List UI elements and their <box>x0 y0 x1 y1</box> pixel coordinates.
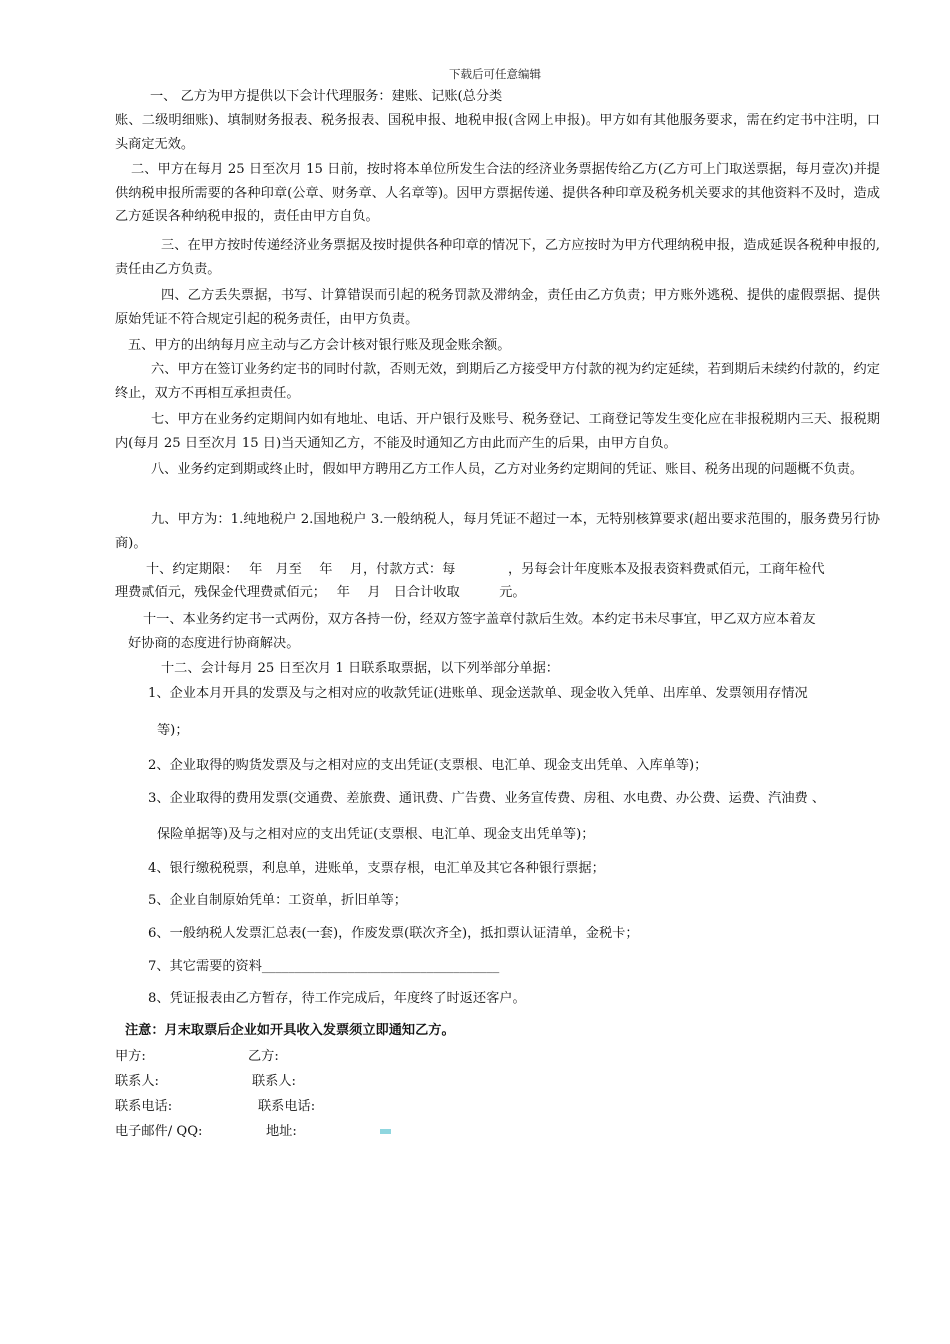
clause-5: 五、甲方的出纳每月应主动与乙方会计核对银行账及现金账余额。 <box>128 338 511 353</box>
contact-b-label: 联系人: <box>252 1074 297 1089</box>
clause-10-line-2: 理费贰佰元，残保金代理费贰佰元； 年 月 日合计收取 元。 <box>115 585 526 600</box>
contact-a-label: 联系人: <box>115 1074 160 1089</box>
clause-7: 七、甲方在业务约定期间内如有地址、电话、开户银行及账号、税务登记、工商登记等发生变化应在非报税期内三天、报税期内(每月 25 日至次月 15 日)当天通知乙方，不能及时通知乙方由此而产生的后果，由甲方自负。 <box>115 412 880 451</box>
clause-9: 九、甲方为：1.纯地税户 2.国地税户 3.一般纳税人，每月凭证不超过一本，无特别核算要求(超出要求范围的，服务费另行协商)。 <box>115 512 880 551</box>
item-3-line-2: 保险单据等)及与之相对应的支出凭证(支票根、电汇单、现金支出凭单等)； <box>157 827 595 842</box>
item-3-line-1: 3、企业取得的费用发票(交通费、差旅费、通讯费、广告费、业务宣传费、房租、水电费、办公费、运费、汽油费 、 <box>148 791 826 806</box>
item-4: 4、银行缴税税票，利息单，进账单，支票存根，电汇单及其它各种银行票据； <box>148 861 605 876</box>
party-b-label: 乙方: <box>248 1049 279 1064</box>
clause-3: 三、在甲方按时传递经济业务票据及按时提供各种印章的情况下，乙方应按时为甲方代理纳税申报，造成延误各税种申报的, 责任由乙方负责。 <box>115 238 880 277</box>
clause-4: 四、乙方丢失票据，书写、计算错误而引起的税务罚款及滞纳金，责任由乙方负责；甲方账外逃税、提供的虚假票据、提供原始凭证不符合规定引起的税务责任，由甲方负责。 <box>115 288 880 327</box>
clause-12: 十二、会计每月 25 日至次月 1 日联系取票据，以下列举部分单据： <box>161 661 559 676</box>
clause-1-line-1: 一、 乙方为甲方提供以下会计代理服务：建账、记账(总分类 <box>150 89 503 104</box>
clause-10-line-1: 十、约定期限： 年 月至 年 月，付款方式：每 ，另每会计年度账本及报表资料费贰佰元，工商年检代 <box>146 562 825 577</box>
item-1-line-1: 1、企业本月开具的发票及与之相对应的收款凭证(进账单、现金送款单、现金收入凭单、出库单、发票领用存情况 <box>148 686 808 701</box>
clause-1-line-2: 账、二级明细账)、填制财务报表、税务报表、国税申报、地税申报(含网上申报)。甲方如有其他服务要求，需在约定书中注明，口头商定无效。 <box>115 113 880 152</box>
clause-2: 二、甲方在每月 25 日至次月 15 日前，按时将本单位所发生合法的经济业务票据传给乙方(乙方可上门取送票据，每月壹次)并提供纳税申报所需要的各种印章(公章、财务章、人名章等)。因甲方票据传递、提供各种印章及税务机关要求的其他资料不及时，造成乙方延误各种纳税申报的，责任由甲方自负。 <box>115 162 880 224</box>
email-a-label: 电子邮件/ QQ: <box>115 1124 203 1139</box>
party-a-label: 甲方: <box>115 1049 146 1064</box>
clause-6: 六、甲方在签订业务约定书的同时付款，否则无效，到期后乙方接受甲方付款的视为约定延续，若到期后未续约付款的，约定终止，双方不再相互承担责任。 <box>115 362 880 401</box>
phone-a-label: 联系电话: <box>115 1099 173 1114</box>
item-7: 7、其它需要的资料____________________________________ <box>148 959 500 974</box>
clause-8: 八、业务约定到期或终止时，假如甲方聘用乙方工作人员，乙方对业务约定期间的凭证、账目、税务出现的问题概不负责。 <box>151 462 864 477</box>
item-5: 5、企业自制原始凭单：工资单，折旧单等； <box>148 893 407 908</box>
clause-11-line-1: 十一、本业务约定书一式两份，双方各持一份，经双方签字盖章付款后生效。本约定书未尽事宜，甲乙双方应本着友 <box>143 612 816 627</box>
item-1-line-2: 等)； <box>157 723 189 738</box>
item-8: 8、凭证报表由乙方暂存，待工作完成后，年度终了时返还客户。 <box>148 991 526 1006</box>
notice: 注意：月末取票后企业如开具收入发票须立即通知乙方。 <box>125 1023 455 1038</box>
page-header: 下载后可任意编辑 <box>449 67 541 81</box>
item-2: 2、企业取得的购货发票及与之相对应的支出凭证(支票根、电汇单、现金支出凭单、入库单等)； <box>148 758 708 773</box>
clause-11-line-2: 好协商的态度进行协商解决。 <box>128 636 300 651</box>
highlight-mark <box>380 1129 391 1134</box>
address-b-label: 地址: <box>266 1124 297 1139</box>
phone-b-label: 联系电话: <box>258 1099 316 1114</box>
item-6: 6、一般纳税人发票汇总表(一套)，作废发票(联次齐全)，抵扣票认证清单，金税卡； <box>148 926 639 941</box>
